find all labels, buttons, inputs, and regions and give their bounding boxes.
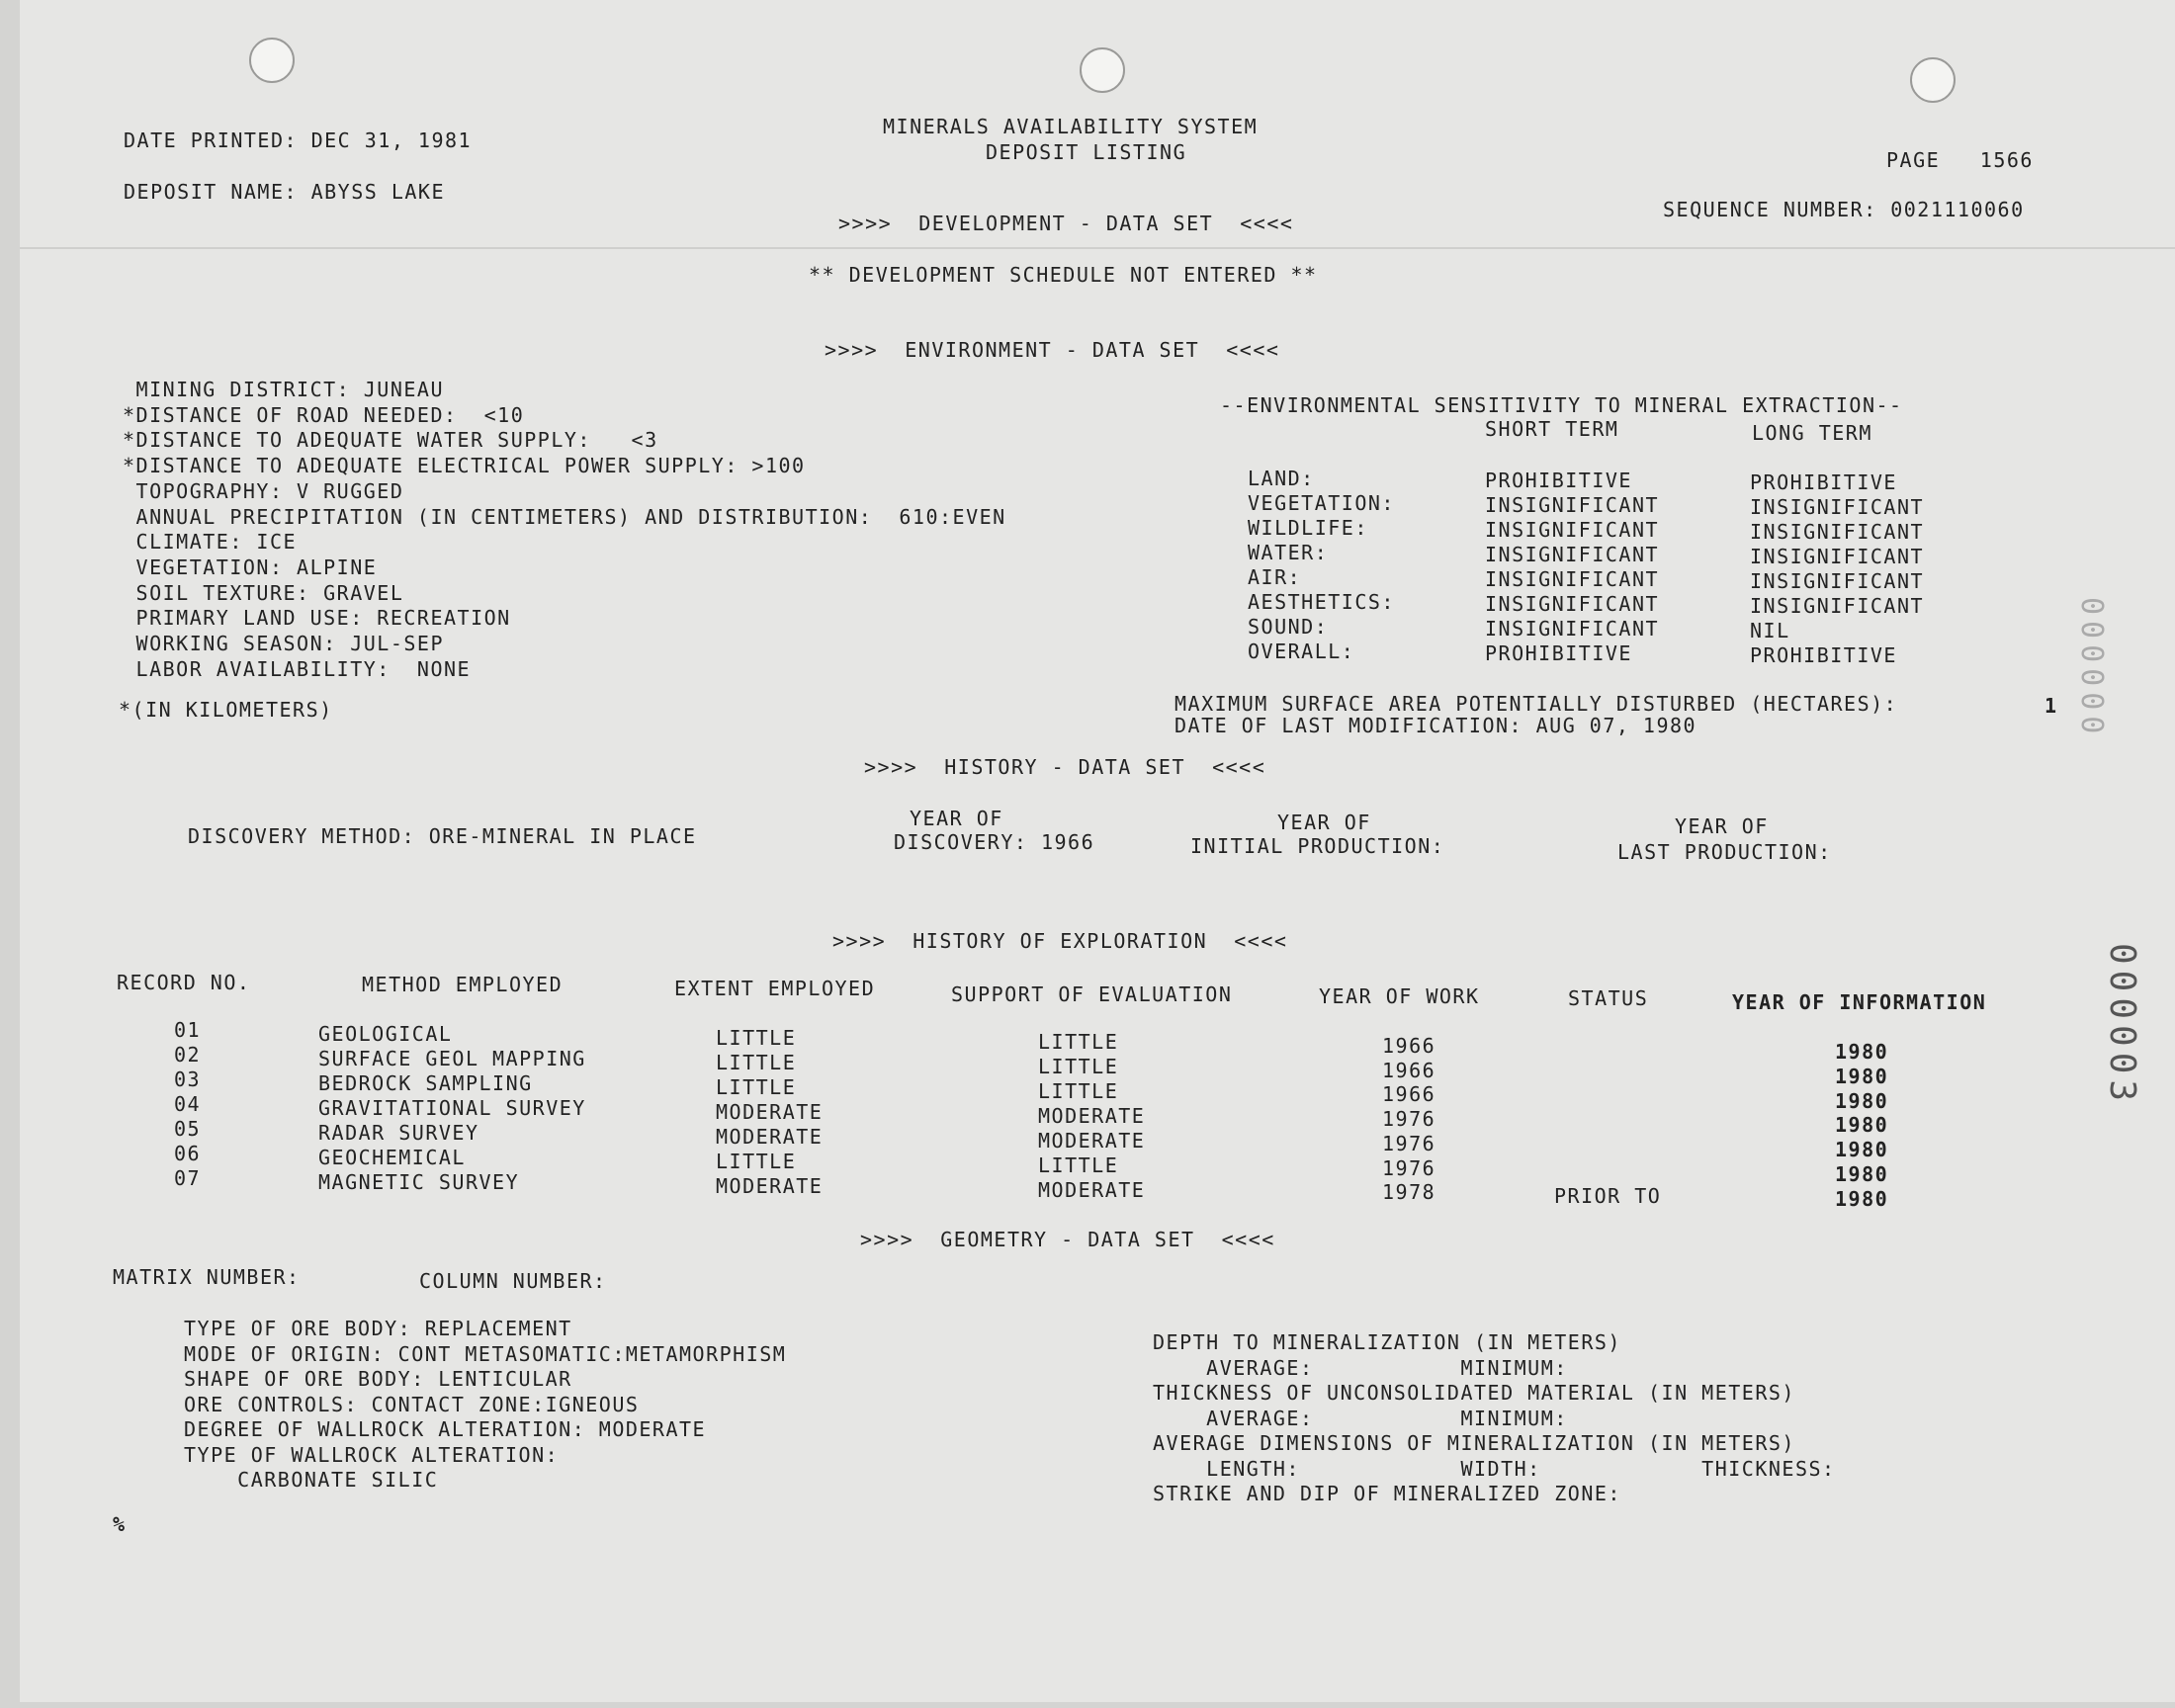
punch-hole [1910,57,1956,103]
sensitivity-long-term: PROHIBITIVE [1750,470,1897,494]
sensitivity-long-term: INSIGNIFICANT [1750,520,1925,544]
method-employed: GRAVITATIONAL SURVEY [318,1096,586,1120]
year-of-label: YEAR OF [1277,811,1371,834]
status: PRIOR TO [1554,1184,1662,1208]
environment-field: *DISTANCE TO ADEQUATE WATER SUPPLY: <3 [123,428,658,453]
environment-field: WORKING SEASON: JUL-SEP [123,632,444,655]
sensitivity-long-term: INSIGNIFICANT [1750,594,1925,618]
date-printed: DATE PRINTED: DEC 31, 1981 [124,128,473,152]
record-number: 06 [174,1142,202,1165]
extent-employed: LITTLE [716,1075,797,1099]
sensitivity-long-term: INSIGNIFICANT [1750,569,1925,593]
initial-production: INITIAL PRODUCTION: [1190,834,1445,858]
short-term-header: SHORT TERM [1485,417,1619,441]
discovery-method: DISCOVERY METHOD: ORE-MINERAL IN PLACE [188,824,697,848]
method-employed: GEOCHEMICAL [318,1146,466,1169]
history-heading: >>>> HISTORY - DATA SET <<<< [864,755,1266,779]
sensitivity-long-term: PROHIBITIVE [1750,643,1897,667]
support-of-evaluation: LITTLE [1038,1153,1119,1177]
sensitivity-short-term: INSIGNIFICANT [1485,493,1660,517]
record-number: 02 [174,1043,202,1067]
sequence-number: SEQUENCE NUMBER: 0021110060 [1663,198,2025,221]
sensitivity-long-term: NIL [1750,619,1790,642]
geometry-heading: >>>> GEOMETRY - DATA SET <<<< [860,1228,1275,1251]
environment-field: TOPOGRAPHY: V RUGGED [123,478,404,503]
sensitivity-short-term: INSIGNIFICANT [1485,592,1660,616]
extent-employed: LITTLE [716,1026,797,1050]
environment-field: CLIMATE: ICE [123,530,298,555]
sensitivity-label: AESTHETICS: [1248,590,1395,614]
environment-field: SOIL TEXTURE: GRAVEL [123,580,404,605]
environment-field: LABOR AVAILABILITY: NONE [123,656,472,681]
sensitivity-short-term: INSIGNIFICANT [1485,543,1660,566]
last-modification: DATE OF LAST MODIFICATION: AUG 07, 1980 [1174,714,1697,737]
development-note: ** DEVELOPMENT SCHEDULE NOT ENTERED ** [809,263,1318,287]
environment-field: PRIMARY LAND USE: RECREATION [123,606,511,631]
sensitivity-short-term: PROHIBITIVE [1485,641,1632,665]
col-method: METHOD EMPLOYED [362,973,564,996]
geometry-field: AVERAGE DIMENSIONS OF MINERALIZATION (IN METERS) [1153,1431,1795,1455]
fold-line [20,247,2175,249]
environment-field: *DISTANCE TO ADEQUATE ELECTRICAL POWER SUPPLY: >100 [123,454,806,478]
sensitivity-long-term: INSIGNIFICANT [1750,495,1925,519]
sensitivity-label: OVERALL: [1248,640,1355,663]
environment-field: ANNUAL PRECIPITATION (IN CENTIMETERS) AND DISTRIBUTION: 610:EVEN [123,504,1006,529]
km-note: *(IN KILOMETERS) [119,698,333,722]
sensitivity-title: --ENVIRONMENTAL SENSITIVITY TO MINERAL EXTRACTION-- [1220,393,1903,417]
col-record-no: RECORD NO. [117,971,251,994]
max-surface-label: MAXIMUM SURFACE AREA POTENTIALLY DISTURBED (HECTARES): [1174,692,1898,716]
environment-field: *DISTANCE OF ROAD NEEDED: <10 [123,402,525,427]
extent-employed: MODERATE [716,1100,824,1124]
sensitivity-label: VEGETATION: [1248,491,1395,515]
support-of-evaluation: MODERATE [1038,1129,1146,1153]
column-number: COLUMN NUMBER: [419,1269,607,1293]
year-of-information: 1980 [1835,1186,1889,1211]
geometry-field: STRIKE AND DIP OF MINERALIZED ZONE: [1153,1482,1621,1505]
year-of-label: YEAR OF [910,807,1003,830]
matrix-number: MATRIX NUMBER: [113,1265,301,1289]
geometry-field: AVERAGE: MINIMUM: [1153,1406,1568,1430]
year-of-work: 1978 [1382,1180,1436,1205]
geometry-field: CARBONATE SILIC [184,1468,439,1492]
exploration-heading: >>>> HISTORY OF EXPLORATION <<<< [832,929,1288,953]
geometry-field: LENGTH: WIDTH: THICKNESS: [1153,1456,1836,1481]
record-number: 03 [174,1068,202,1091]
method-employed: SURFACE GEOL MAPPING [318,1047,586,1070]
col-year-work: YEAR OF WORK [1319,984,1480,1008]
sensitivity-short-term: INSIGNIFICANT [1485,567,1660,591]
deposit-name: DEPOSIT NAME: ABYSS LAKE [124,180,445,204]
geometry-field: SHAPE OF ORE BODY: LENTICULAR [184,1367,572,1391]
punch-hole [249,38,295,83]
year-of-information: 1980 [1835,1138,1889,1162]
support-of-evaluation: MODERATE [1038,1104,1146,1128]
sensitivity-long-term: INSIGNIFICANT [1750,545,1925,568]
sensitivity-label: SOUND: [1248,615,1329,639]
extent-employed: MODERATE [716,1125,824,1149]
last-production: LAST PRODUCTION: [1617,840,1832,864]
year-of-work: 1976 [1382,1131,1436,1155]
geometry-field: THICKNESS OF UNCONSOLIDATED MATERIAL (IN METERS) [1153,1381,1795,1405]
col-support: SUPPORT OF EVALUATION [951,982,1233,1006]
method-employed: BEDROCK SAMPLING [318,1071,533,1095]
geometry-field: DEPTH TO MINERALIZATION (IN METERS) [1153,1330,1621,1354]
geometry-field: DEGREE OF WALLROCK ALTERATION: MODERATE [184,1417,707,1441]
geometry-field: TYPE OF WALLROCK ALTERATION: [184,1442,560,1467]
support-of-evaluation: MODERATE [1038,1178,1146,1202]
record-number: 07 [174,1166,202,1190]
sensitivity-label: WILDLIFE: [1248,516,1368,540]
extent-employed: LITTLE [716,1150,797,1173]
side-stamp: 000003 [2102,943,2142,1108]
support-of-evaluation: LITTLE [1038,1030,1119,1054]
discovery-year: DISCOVERY: 1966 [894,830,1095,854]
year-of-information: 1980 [1835,1162,1889,1186]
year-of-work: 1966 [1382,1082,1436,1107]
footer-mark: % [113,1512,127,1536]
sensitivity-short-term: PROHIBITIVE [1485,469,1632,492]
year-of-information: 1980 [1835,1088,1889,1113]
year-of-work: 1966 [1382,1058,1436,1082]
development-heading: >>>> DEVELOPMENT - DATA SET <<<< [838,212,1294,235]
record-number: 01 [174,1018,202,1042]
extent-employed: LITTLE [716,1051,797,1074]
system-title: MINERALS AVAILABILITY SYSTEM [883,115,1259,138]
extent-employed: MODERATE [716,1174,824,1198]
year-of-information: 1980 [1835,1064,1889,1088]
method-employed: RADAR SURVEY [318,1121,479,1145]
method-employed: MAGNETIC SURVEY [318,1170,520,1194]
max-surface-value: 1 [2044,694,2058,718]
environment-field: VEGETATION: ALPINE [123,555,378,579]
support-of-evaluation: LITTLE [1038,1079,1119,1103]
year-of-information: 1980 [1835,1113,1889,1138]
environment-field: MINING DISTRICT: JUNEAU [123,378,444,401]
environment-heading: >>>> ENVIRONMENT - DATA SET <<<< [825,338,1280,362]
geometry-field: ORE CONTROLS: CONTACT ZONE:IGNEOUS [184,1392,640,1416]
record-number: 04 [174,1092,202,1116]
year-of-information: 1980 [1835,1040,1889,1064]
year-of-work: 1976 [1382,1155,1436,1180]
punch-hole [1080,47,1125,93]
year-of-work: 1976 [1382,1107,1436,1132]
geometry-field: AVERAGE: MINIMUM: [1153,1355,1568,1380]
support-of-evaluation: LITTLE [1038,1055,1119,1078]
sensitivity-short-term: INSIGNIFICANT [1485,617,1660,640]
record-number: 05 [174,1117,202,1141]
year-of-work: 1966 [1382,1034,1436,1058]
sensitivity-label: WATER: [1248,541,1329,564]
geometry-field: MODE OF ORIGIN: CONT METASOMATIC:METAMORPHISM [184,1341,787,1366]
sensitivity-label: AIR: [1248,565,1302,589]
col-extent: EXTENT EMPLOYED [674,977,876,1000]
geometry-field: TYPE OF ORE BODY: REPLACEMENT [184,1317,572,1340]
year-of-label: YEAR OF [1675,814,1769,838]
long-term-header: LONG TERM [1752,421,1872,445]
listing-title: DEPOSIT LISTING [986,140,1187,164]
method-employed: GEOLOGICAL [318,1022,453,1046]
col-year-info: YEAR OF INFORMATION [1732,990,1987,1014]
sensitivity-short-term: INSIGNIFICANT [1485,518,1660,542]
side-stamp-faint: 000000 [2074,597,2109,740]
sensitivity-label: LAND: [1248,467,1315,490]
col-status: STATUS [1568,986,1649,1010]
page-number: PAGE 1566 [1886,148,2034,172]
